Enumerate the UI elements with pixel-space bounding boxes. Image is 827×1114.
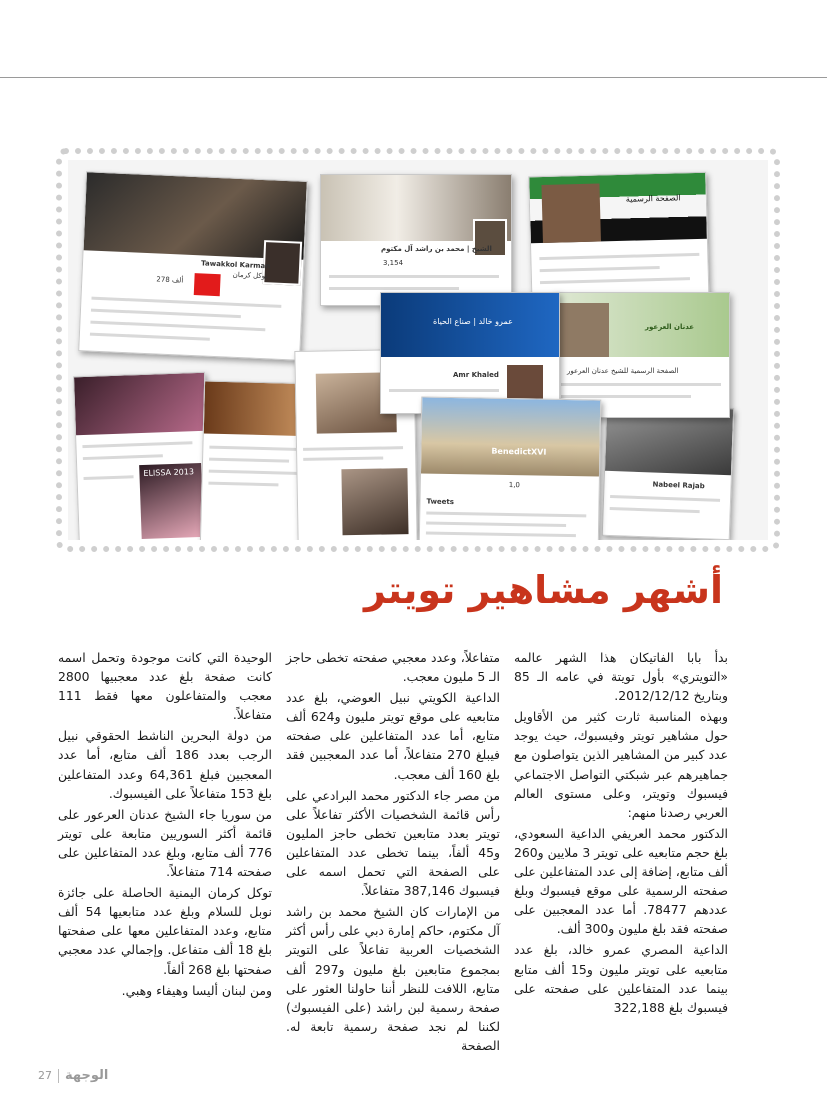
paragraph: من سوريا جاء الشيخ عدنان العرعور على قائمة أكثر السوريين متابعة على تويتر 776 ألف متابع، وبلغ عدد المتفاعلين على صفحته 714 متفاعلاً. (58, 806, 272, 880)
paragraph: وبهذه المناسبة ثارت كثير من الأقاويل حول مشاهير تويتر وفيسبوك، حيث يوجد عدد كبير من المشاهير الذين يتواصلون مع جماهيرهم عبر شبكتي التواصل الاجتماعي فيسبوك وتويتر، وعلى مستوى العالم العربي رصدنا منهم: (514, 709, 728, 820)
pope-handle: BenedictXVI (491, 446, 547, 457)
elbaradei-photo (341, 468, 408, 535)
paragraph: من مصر جاء الدكتور محمد البرادعي على رأس قائمة الشخصيات الأكثر تفاعلاً على تويتر بعدد متابعين تخطى حاجز المليون و45 ألفاً، بينما تخطى عدد المتفاعلين على الصفحة التي تحمل اسمه على فيسبوك 387,146 متفاعلاً. (286, 787, 500, 899)
magazine-logo: الوجهة (65, 1068, 109, 1083)
maktoum-facebook-page (320, 174, 512, 306)
paragraph: توكل كرمان اليمنية الحاصلة على جائزة نوبل للسلام وبلغ عدد متابعيها 54 ألف متابع، وعدد المتفاعلين معها على صفحتها بلغ 18 ألف متفاعل. وإجمالي عدد معجبي صفحتها بلغ 268 ألفاً. (58, 885, 273, 977)
vatican-cover (421, 397, 600, 476)
footer-divider (58, 1069, 59, 1083)
article-column-right (514, 648, 728, 1019)
rajab-name: Nabeel Rajab (652, 480, 705, 491)
arefe-caption: الصفحة الرسمية (625, 193, 681, 204)
amr-khaled-name: Amr Khaled (453, 371, 499, 379)
article-headline: أشهر مشاهير تويتر (363, 568, 723, 612)
paragraph: متفاعلاً، وعدد معجبي صفحته تخطى حاجز الـ 5 مليون معجب. (286, 650, 500, 685)
maktoum-count: 3,154 (383, 259, 404, 267)
pope-count: 1,0 (508, 480, 520, 490)
elissa-facebook-page (73, 372, 211, 540)
paragraph: ومن لبنان أليسا وهيفاء وهبي. (121, 982, 272, 998)
social-media-collage (56, 148, 780, 552)
paragraph: من دولة البحرين الناشط الحقوقي نبيل الرجب بعدد 186 ألف متابع، أما عدد المعجبين فبلغ 64,361 وعدد المتفاعلين بلغ 153 متفاعلاً على الفيسبوك. (58, 728, 272, 801)
rajab-facebook-page (602, 404, 735, 540)
karman-caption: Tawakkol Karman (200, 259, 271, 271)
karman-caption-ar: توكل كرمان (232, 270, 268, 281)
tunisia-flag-icon (194, 273, 221, 296)
amr-khaled-facebook-page (380, 292, 560, 414)
amr-khaled-banner-text: عمرو خالد | صناع الحياة (433, 317, 513, 326)
arour-name: عدنان العرعور (645, 323, 695, 331)
paragraph: الداعية الكويتي نبيل العوضي، بلغ عدد متابعيه على موقع تويتر مليون و624 ألف متابع، أما عدد المتفاعلين على صفحته فيبلغ 270 متفاعلاً، أما عدد المعجبين فقد بلغ 160 ألف معجب. (286, 690, 500, 782)
elissa-cover (74, 373, 206, 436)
karman-facebook-page (78, 171, 308, 361)
page-number: 27 (38, 1069, 52, 1082)
paragraph: الدكتور محمد العريفي الداعية السعودي، بلغ حجم متابعيه على تويتر 3 ملايين و260 ألف متابع، إضافة إلى عدد المتفاعلين على صفحته الرسمية على موقع فيسبوك وبلغ عددهم 78477. أما عدد المعجبين على صفحته فقد بلغ مليون و300 ألف. (514, 825, 728, 937)
pope-twitter-page (419, 396, 602, 540)
paragraph: الوحيدة التي كانت موجودة وتحمل اسمه كانت صفحة بلغ عدد معجبيها 2800 معجب والمتفاعلون معها فقط 111 متفاعلاً. (58, 650, 272, 723)
article-column-left (58, 648, 272, 1002)
page-footer (38, 1068, 108, 1083)
article-column-middle (286, 648, 500, 1057)
elissa-caption: ELISSA 2013 (143, 467, 195, 478)
pope-tweets-label: Tweets (426, 497, 455, 507)
arour-avatar (559, 303, 609, 357)
paragraph: الداعية المصري عمرو خالد، بلغ عدد متابعيه على تويتر مليون و15 ألف متابع بينما عدد المتفاعلين على صفحته على فيسبوك بلغ 322,188 (514, 942, 728, 1015)
collage-background (68, 160, 768, 540)
paragraph: من الإمارات كان الشيخ محمد بن راشد آل مكتوم، حاكم إمارة دبي على رأس أكثر الشخصيات العربية تفاعلاً على التويتر بمجموع متابعين بلغ مليون و297 ألف متابع، اللافت للنظر أننا حاولنا العثور على صفحة رسمية لبن راشد (على الفيسبوك) لكننا لم نجد صفحة رسمية تابعة له. الصفحة (286, 904, 500, 1053)
header-rule (0, 77, 827, 78)
maktoum-caption: الشيخ | محمد بن راشد آل مكتوم (381, 245, 492, 253)
karman-count: 278 ألف (156, 275, 184, 285)
arefe-avatar (541, 183, 600, 242)
arour-page-caption: الصفحة الرسمية للشيخ عدنان العرعور (567, 367, 679, 375)
paragraph: بدأ بابا الفاتيكان هذا الشهر عالمه «التويتري» بأول تويتة في عامه الـ 85 وبتاريخ 2012/12/12. (514, 650, 728, 704)
